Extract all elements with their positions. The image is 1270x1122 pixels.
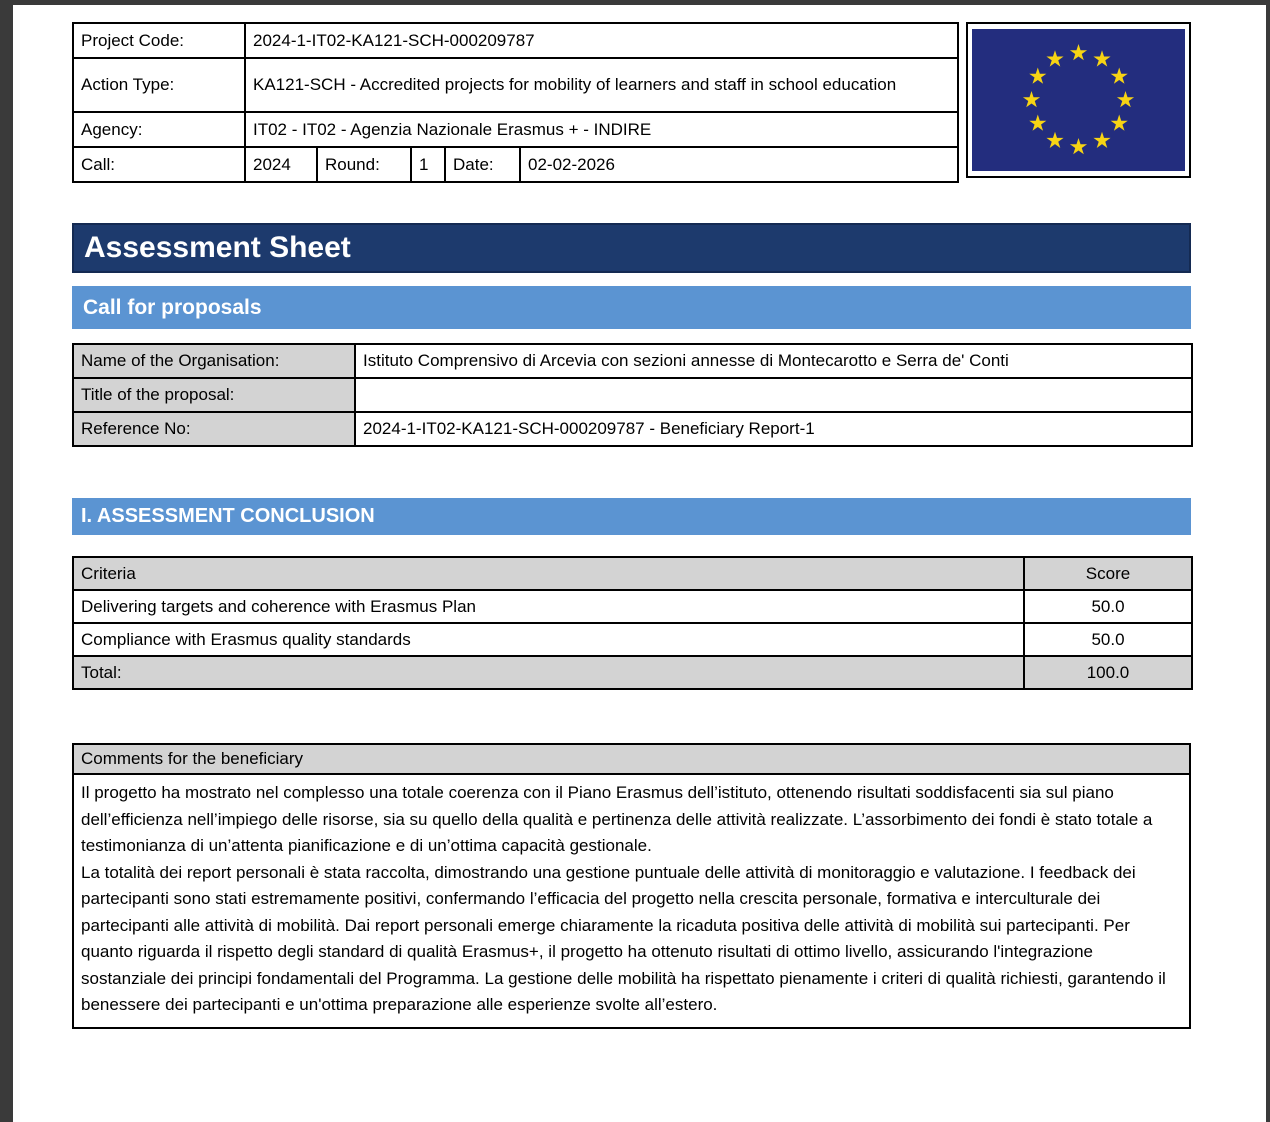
eu-flag bbox=[966, 22, 1191, 178]
total-row bbox=[73, 656, 1192, 689]
criteria-header: Criteria bbox=[73, 557, 1024, 590]
meta-row-agency bbox=[73, 112, 958, 147]
proposal-title-value bbox=[355, 378, 1192, 412]
org-name-label: Name of the Organisation: bbox=[73, 344, 355, 378]
round-value: 1 bbox=[411, 147, 445, 182]
org-name-row bbox=[73, 344, 1192, 378]
call-for-proposals-bar bbox=[72, 286, 1191, 329]
total-score: 100.0 bbox=[1024, 656, 1192, 689]
round-label: Round: bbox=[317, 147, 411, 182]
meta-row-action-type bbox=[73, 58, 958, 112]
meta-row-call bbox=[73, 147, 958, 182]
section-title-bar bbox=[72, 498, 1191, 535]
comments-header: Comments for the beneficiary bbox=[74, 745, 1189, 775]
reference-no-row bbox=[73, 412, 1192, 446]
meta-row-project-code bbox=[73, 23, 958, 58]
assessment-conclusion-title: I. ASSESSMENT CONCLUSION bbox=[81, 505, 375, 527]
org-name-value: Istituto Comprensivo di Arcevia con sezioni annesse di Montecarotto e Serra de' Conti bbox=[355, 344, 1192, 378]
call-label: Call: bbox=[73, 147, 245, 182]
date-value: 02-02-2026 bbox=[520, 147, 958, 182]
project-code-value: 2024-1-IT02-KA121-SCH-000209787 bbox=[245, 23, 958, 58]
score-header: Score bbox=[1024, 557, 1192, 590]
eu-flag-icon bbox=[972, 29, 1185, 171]
score-header-row bbox=[73, 557, 1192, 590]
call-value: 2024 bbox=[245, 147, 317, 182]
comments-paragraph: La totalità dei report personali è stata raccolta, dimostrando una gestione puntuale delle attività di monitoraggio e valutazione. I feedback dei partecipanti sono stati estremamente positivi, confermando l’efficacia del progetto nella crescita personale, formativa e interculturale dei partecipanti alle attività di mobilità. Dai report personali emerge chiaramente la ricaduta positiva delle attività di mobilità sui partecipanti. Per quanto riguarda il rispetto degli standard di qualità Erasmus+, il progetto ha ottenuto risultati di ottimo livello, assicurando l'integrazione sostanziale dei principi fondamentali del Programma. La gestione delle mobilità ha rispettato pienamente i criteri di qualità richiesti, garantendo il benessere dei partecipanti e un'ottima preparazione alle esperienze svolte all’estero. bbox=[81, 862, 1166, 1014]
agency-value: IT02 - IT02 - Agenzia Nazionale Erasmus + - INDIRE bbox=[245, 112, 958, 147]
score-cell: 50.0 bbox=[1024, 623, 1192, 656]
project-meta-section bbox=[72, 22, 1191, 183]
proposal-title-label: Title of the proposal: bbox=[73, 378, 355, 412]
comments-paragraph: Il progetto ha mostrato nel complesso una totale coerenza con il Piano Erasmus dell’istituto, ottenendo risultati soddisfacenti sia sul piano dell’efficienza nell’impiego delle risorse, sia su quello della qualità e pertinenza delle attività realizzate. L’assorbimento dei fondi è stato totale a testimonianza di un’attenta pianificazione e di un’ottima capacità gestionale. bbox=[81, 783, 1153, 855]
table-row bbox=[73, 590, 1192, 623]
assessment-score-table bbox=[72, 556, 1193, 690]
reference-no-label: Reference No: bbox=[73, 412, 355, 446]
reference-no-value: 2024-1-IT02-KA121-SCH-000209787 - Beneficiary Report-1 bbox=[355, 412, 1192, 446]
document-page bbox=[13, 5, 1266, 1122]
call-for-proposals-title: Call for proposals bbox=[83, 295, 262, 319]
criteria-cell: Compliance with Erasmus quality standards bbox=[73, 623, 1024, 656]
proposal-title-row bbox=[73, 378, 1192, 412]
project-code-label: Project Code: bbox=[73, 23, 245, 58]
proposal-info-table bbox=[72, 343, 1193, 447]
agency-label: Agency: bbox=[73, 112, 245, 147]
main-title-bar bbox=[72, 223, 1191, 273]
action-type-label: Action Type: bbox=[73, 58, 245, 112]
date-label: Date: bbox=[445, 147, 520, 182]
criteria-cell: Delivering targets and coherence with Erasmus Plan bbox=[73, 590, 1024, 623]
comments-section bbox=[72, 743, 1191, 1029]
action-type-value: KA121-SCH - Accredited projects for mobility of learners and staff in school education bbox=[245, 58, 958, 112]
document-content bbox=[13, 5, 1191, 1029]
table-row bbox=[73, 623, 1192, 656]
comments-body bbox=[74, 775, 1189, 1027]
project-meta-table bbox=[72, 22, 959, 183]
page-title: Assessment Sheet bbox=[84, 231, 351, 264]
total-label: Total: bbox=[73, 656, 1024, 689]
score-cell: 50.0 bbox=[1024, 590, 1192, 623]
